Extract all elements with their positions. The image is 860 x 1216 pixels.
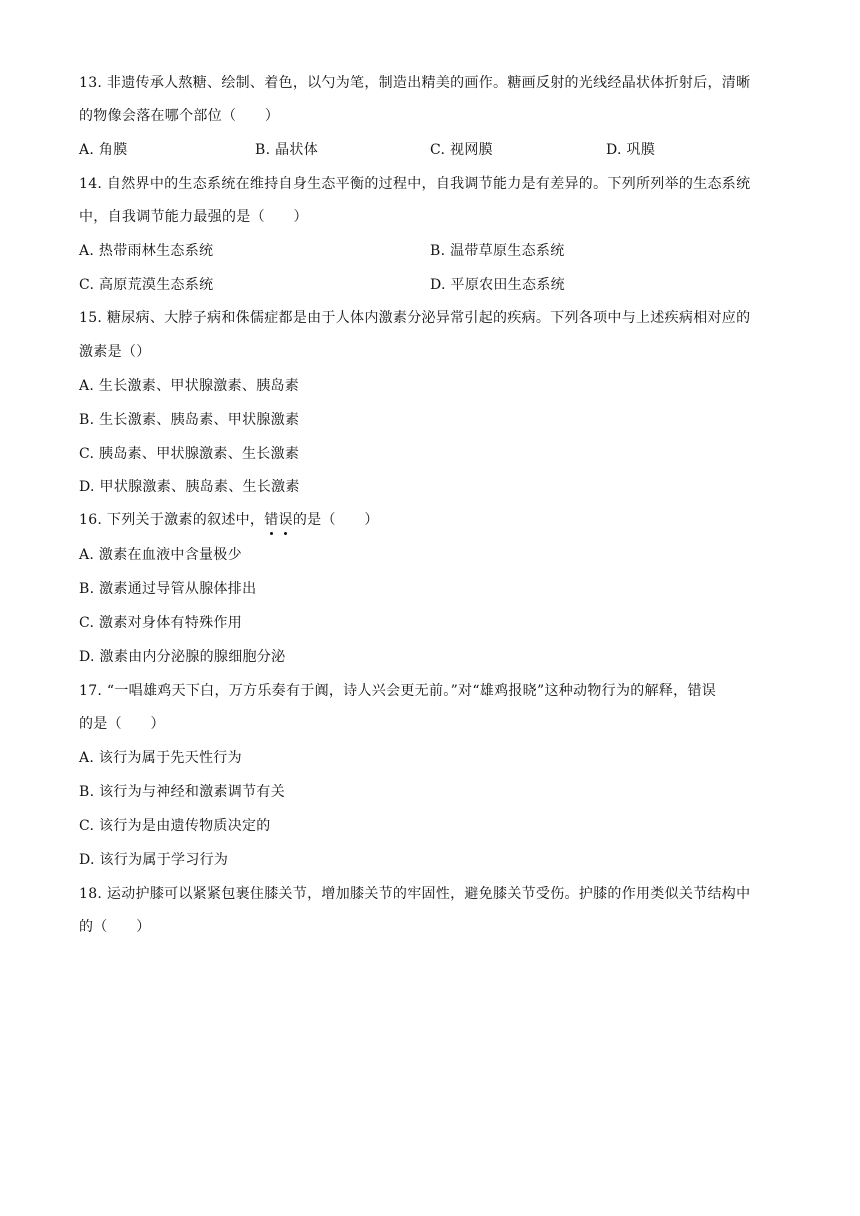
q16-option-c[interactable]: C. 激素对身体有特殊作用 [79, 615, 243, 631]
q14-option-c[interactable]: C. 高原荒漠生态系统 [79, 277, 214, 293]
q17-option-c[interactable]: C. 该行为是由遗传物质决定的 [79, 818, 271, 834]
q14-option-b[interactable]: B. 温带草原生态系统 [430, 243, 565, 259]
q15-stem-line2: 激素是（） [79, 344, 151, 360]
q16-emphasis-char-1: 错 [264, 512, 279, 528]
q18-stem-line2: 的（ ） [79, 919, 151, 935]
q17-option-a[interactable]: A. 该行为属于先天性行为 [79, 750, 242, 766]
q16-emphasis-char-2: 误 [278, 512, 293, 528]
q13-option-a[interactable]: A. 角膜 [79, 142, 128, 158]
q17-stem-line2: 的是（ ） [79, 716, 165, 732]
q13-stem-line1: 13. 非遗传承人熬糖、绘制、着色，以勺为笔，制造出精美的画作。糖画反射的光线经晶状体折射后，清晰 [79, 75, 751, 91]
q16-option-d[interactable]: D. 激素由内分泌腺的腺细胞分泌 [79, 649, 286, 665]
q13-option-b[interactable]: B. 晶状体 [255, 142, 318, 158]
q14-option-a[interactable]: A. 热带雨林生态系统 [79, 243, 214, 259]
q14-stem-line2: 中，自我调节能力最强的是（ ） [79, 209, 308, 225]
q18-stem-line1: 18. 运动护膝可以紧紧包裹住膝关节，增加膝关节的牢固性，避免膝关节受伤。护膝的作用类似关节结构中 [79, 886, 751, 902]
q17-option-b[interactable]: B. 该行为与神经和激素调节有关 [79, 784, 285, 800]
q13-option-d[interactable]: D. 巩膜 [606, 142, 656, 158]
q13-option-c[interactable]: C. 视网膜 [430, 142, 493, 158]
q14-option-d[interactable]: D. 平原农田生态系统 [430, 277, 565, 293]
q15-stem-line1: 15. 糖尿病、大脖子病和侏儒症都是由于人体内激素分泌异常引起的疾病。下列各项中与上述疾病相对应的 [79, 310, 751, 326]
q17-stem-line1: 17. “一唱雄鸡天下白，万方乐奏有于阗，诗人兴会更无前。”对“雄鸡报晓”这种动物行为的解释，错误 [79, 683, 717, 699]
q14-stem-line1: 14. 自然界中的生态系统在维持自身生态平衡的过程中，自我调节能力是有差异的。下列所列举的生态系统 [79, 176, 751, 192]
q17-option-d[interactable]: D. 该行为属于学习行为 [79, 852, 229, 868]
q15-option-a[interactable]: A. 生长激素、甲状腺激素、胰岛素 [79, 378, 300, 394]
q16-stem [79, 510, 379, 530]
q16-option-b[interactable]: B. 激素通过导管从腺体排出 [79, 581, 257, 597]
q16-stem-prefix: 16. 下列关于激素的叙述中， [79, 512, 265, 528]
q16-option-a[interactable]: A. 激素在血液中含量极少 [79, 547, 242, 563]
q15-option-b[interactable]: B. 生长激素、胰岛素、甲状腺激素 [79, 412, 300, 428]
q15-option-c[interactable]: C. 胰岛素、甲状腺激素、生长激素 [79, 446, 300, 462]
q13-stem-line2: 的物像会落在哪个部位（ ） [79, 108, 280, 124]
q16-stem-suffix: 的是（ ） [292, 512, 379, 528]
q15-option-d[interactable]: D. 甲状腺激素、胰岛素、生长激素 [79, 479, 300, 495]
